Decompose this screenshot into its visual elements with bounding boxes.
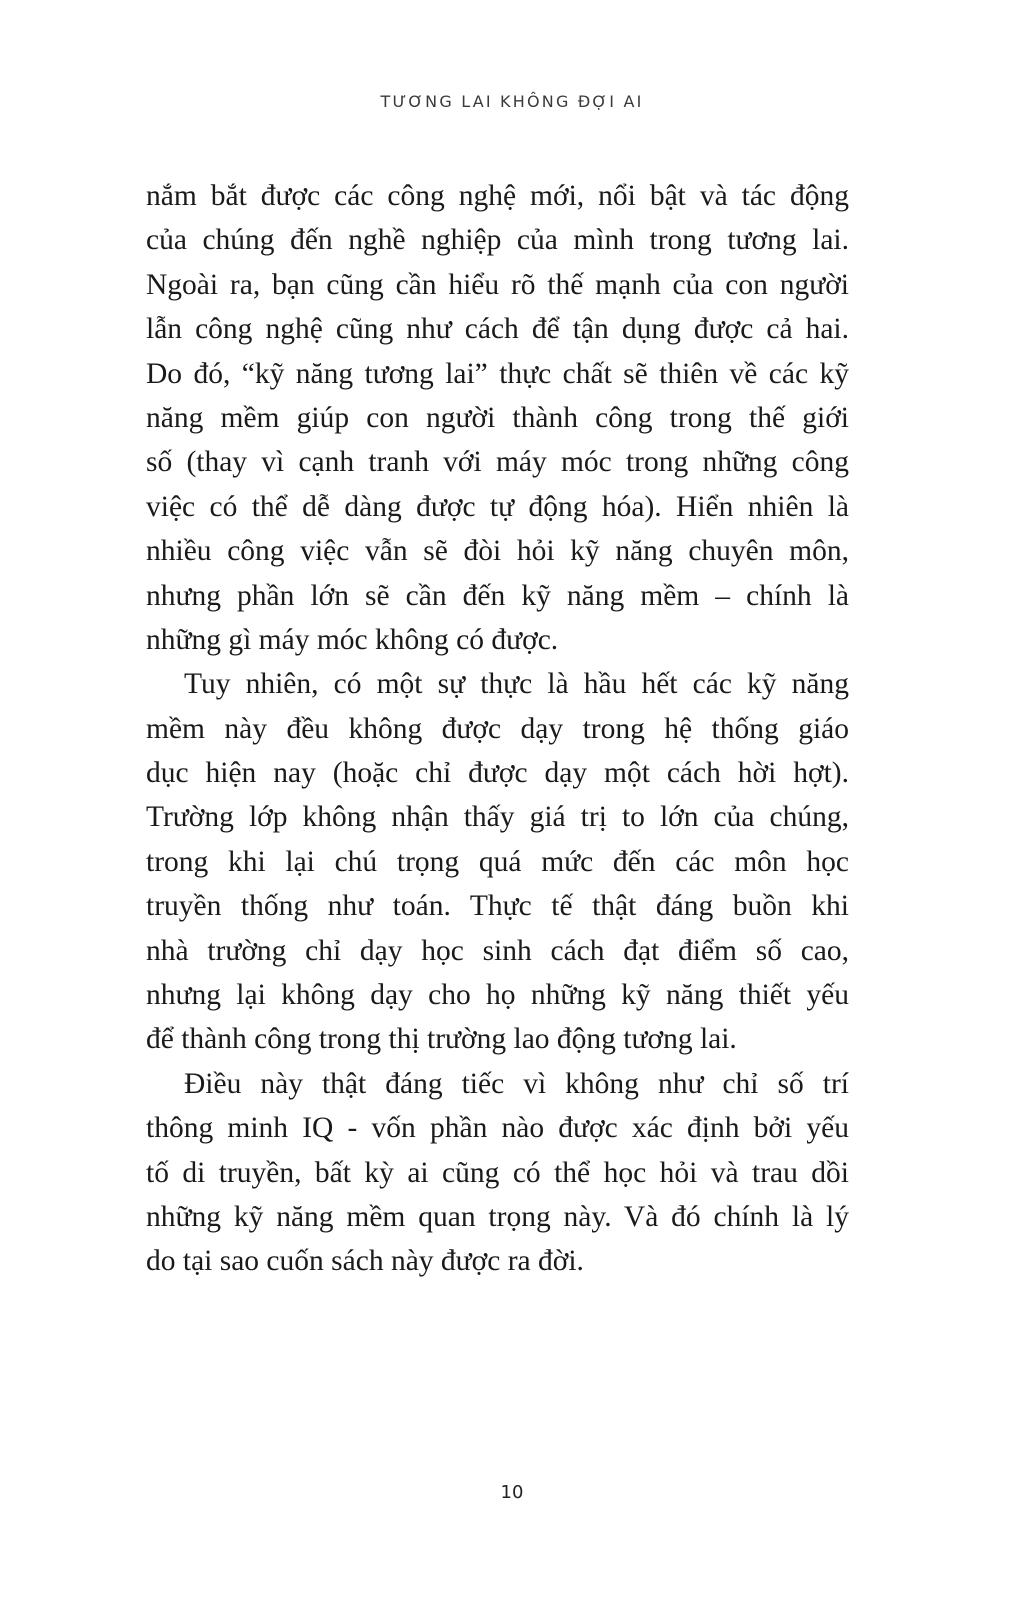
text-line: nắm bắt được các công nghệ mới, nổi bật và tác động <box>146 180 849 212</box>
text-line: Trường lớp không nhận thấy giá trị to lớn của chúng, <box>146 801 849 834</box>
text-line: mềm này đều không được dạy trong hệ thống giáo <box>146 712 849 745</box>
paragraph-2 <box>146 662 849 1062</box>
text-line: số (thay vì cạnh tranh với máy móc trong những công <box>146 446 849 479</box>
text-line: để thành công trong thị trường lao động tương lai. <box>146 1023 737 1056</box>
text-line: những gì máy móc không có được. <box>146 623 559 656</box>
text-line: do tại sao cuốn sách này được ra đời. <box>146 1245 584 1278</box>
paragraph-3 <box>146 1062 849 1284</box>
text-line: việc có thể dễ dàng được tự động hóa). Hiển nhiên là <box>146 490 849 523</box>
text-line: Tuy nhiên, có một sự thực là hầu hết các kỹ năng <box>184 668 849 701</box>
page-number: 10 <box>500 1482 524 1503</box>
text-line: trong khi lại chú trọng quá mức đến các môn học <box>146 845 849 878</box>
paragraph-1 <box>146 174 849 662</box>
text-line: tố di truyền, bất kỳ ai cũng có thể học hỏi và trau dồi <box>146 1156 849 1189</box>
text-line: thông minh IQ - vốn phần nào được xác định bởi yếu <box>146 1112 849 1145</box>
text-line: nhưng lại không dạy cho họ những kỹ năng thiết yếu <box>146 979 849 1012</box>
text-line: nhiều công việc vẫn sẽ đòi hỏi kỹ năng chuyên môn, <box>146 535 849 568</box>
running-header: TƯƠNG LAI KHÔNG ĐỢI AI <box>380 92 644 111</box>
text-line: nhà trường chỉ dạy học sinh cách đạt điểm số cao, <box>146 934 849 967</box>
text-line: Điều này thật đáng tiếc vì không như chỉ số trí <box>184 1067 849 1100</box>
text-line: truyền thống như toán. Thực tế thật đáng buồn khi <box>146 890 849 923</box>
text-line: Ngoài ra, bạn cũng cần hiểu rõ thế mạnh của con người <box>146 268 849 301</box>
body-text <box>146 174 849 1284</box>
text-line: dục hiện nay (hoặc chỉ được dạy một cách hời hợt). <box>146 757 849 790</box>
text-line: lẫn công nghệ cũng như cách để tận dụng được cả hai. <box>146 313 849 346</box>
text-line: năng mềm giúp con người thành công trong thế giới <box>146 401 849 434</box>
text-line: Do đó, “kỹ năng tương lai” thực chất sẽ thiên về các kỹ <box>146 357 849 390</box>
text-line: của chúng đến nghề nghiệp của mình trong tương lai. <box>146 224 849 257</box>
text-line: nhưng phần lớn sẽ cần đến kỹ năng mềm – chính là <box>146 579 849 612</box>
text-line: những kỹ năng mềm quan trọng này. Và đó chính là lý <box>146 1200 849 1233</box>
